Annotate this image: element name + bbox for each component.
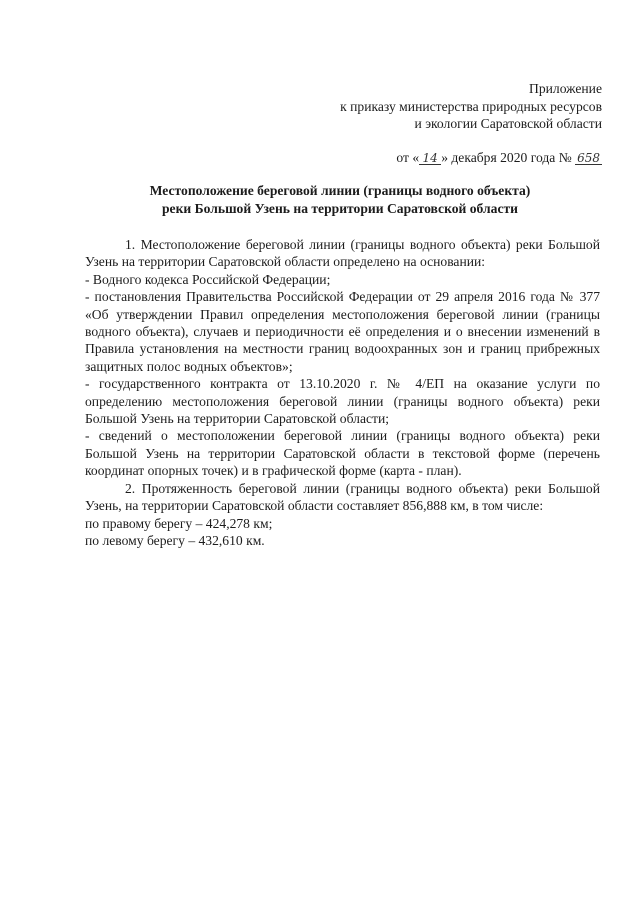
basis-item-state-contract: - государственного контракта от 13.10.2020 г. № 4/ЕП на оказание услуги по определению местоположения береговой линии (границы водного объекта) реки Большой Узень на территории Саратовской области; (85, 376, 600, 427)
basis-item-government-decree: - постановления Правительства Российской Федерации от 29 апреля 2016 года № 377 «Об утверждении Правил определения местоположения береговой линии (границы водного объекта), случаев и периодичности её определения и о внесении изменений в Правила установления на местности границ водоохранных зон и границ прибрежных защитных полос водных объектов»; (85, 289, 600, 374)
date-middle: » декабря 2020 года № (441, 150, 572, 165)
paragraph-2: 2. Протяженность береговой линии (границы водного объекта) реки Большой Узень, на территории Саратовской области составляет 856,888 км, в том числе: (85, 480, 600, 514)
appendix-header (340, 80, 602, 133)
basis-item-shoreline-info: - сведений о местоположении береговой линии (границы водного объекта) реки Большой Узень на территории Саратовской области в текстовой форме (перечень координат опорных точек) и в графической форме (карта - план). (85, 428, 600, 479)
right-bank-length: по правому берегу – 424,278 км; (85, 515, 273, 531)
date-prefix: от « (396, 150, 420, 165)
handwritten-order-number: 658 (577, 151, 600, 165)
document-title (80, 182, 600, 218)
left-bank-length: по левому берегу – 432,610 км. (85, 532, 265, 548)
title-line-1: Местоположение береговой линии (границы водного объекта) (149, 183, 531, 198)
order-reference-line: к приказу министерства природных ресурсов (340, 98, 602, 114)
title-line-2: реки Большой Узень на территории Саратовской области (162, 201, 518, 216)
ministry-line: и экологии Саратовской области (414, 116, 602, 131)
document-body (85, 236, 600, 549)
order-date-line (396, 149, 602, 167)
handwritten-day: 14 (419, 152, 441, 165)
basis-item-water-code: - Водного кодекса Российской Федерации; (85, 271, 331, 287)
appendix-label: Приложение (529, 81, 602, 96)
paragraph-1: 1. Местоположение береговой линии (границы водного объекта) реки Большой Узень на территории Саратовской области определено на основании: (85, 237, 600, 270)
